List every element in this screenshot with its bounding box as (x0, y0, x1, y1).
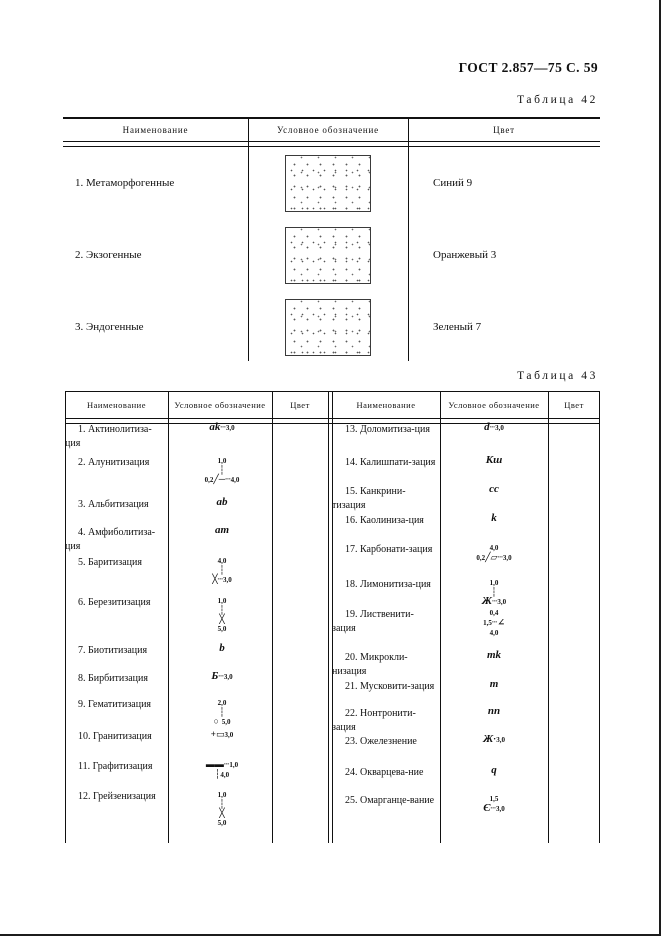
item-symbol: 0,4 1,5┄∠ 4,0 (483, 609, 505, 637)
table-row (65, 422, 332, 455)
item-name: 16. Каолиниза-ция (345, 515, 424, 526)
table42-header-row (63, 119, 600, 141)
item-name: 11. Графитизация (78, 761, 153, 772)
item-name: 2. Алунитизация (78, 457, 150, 468)
item-name: 10. Гранитизация (78, 731, 152, 742)
stipple-pattern-box (285, 299, 371, 356)
table-row (63, 147, 600, 219)
item-name: 13. Доломитиза-ция (345, 424, 430, 435)
color-value: Зеленый 7 (433, 321, 482, 333)
table43-body-right (332, 422, 600, 843)
item-name: 2. Экзогенные (75, 249, 142, 261)
table-row (332, 607, 600, 650)
item-symbol: Кш (485, 454, 503, 466)
item-name: 3. Эндогенные (75, 321, 144, 333)
table-row (65, 759, 332, 789)
item-name: 24. Окварцева-ние (345, 767, 424, 778)
item-name: 5. Баритизация (78, 557, 142, 568)
item-symbol: 1,0 ┆ 0,2╱─┄4,0 (204, 457, 240, 484)
item-symbol: cc (489, 483, 499, 495)
item-name: 17. Карбонати-зация (345, 544, 433, 555)
column-header: Цвет (290, 400, 310, 410)
column-divider (248, 119, 249, 361)
table-row (65, 671, 332, 697)
table42 (63, 117, 600, 361)
item-name: 23. Ожелезнение (345, 736, 417, 747)
table-row (65, 525, 332, 555)
table-row (63, 291, 600, 363)
item-name: 12. Грейзенизация (78, 791, 156, 802)
table43-body (65, 422, 600, 843)
column-header: Цвет (493, 125, 515, 135)
item-name: 4. Амфиболитиза-ция (65, 527, 156, 552)
symbol-cell (248, 227, 408, 284)
item-name: 20. Микрокли-низация (332, 652, 408, 677)
item-symbol: 4,0 0,2╱▱┄3,0 (476, 544, 512, 562)
table43 (65, 391, 600, 843)
item-symbol: m (489, 678, 499, 690)
symbol-cell (248, 299, 408, 356)
item-symbol: +▭3,0 (210, 729, 234, 739)
item-symbol: 1,5 Є┄3,0 (483, 795, 505, 814)
item-symbol: Б┄3,0 (211, 670, 233, 682)
item-name: 7. Биотитизация (78, 645, 148, 656)
table43-body-left (65, 422, 332, 843)
item-symbol: q (491, 764, 497, 776)
color-value: Синий 9 (433, 177, 473, 189)
item-name: 25. Омарганце-вание (345, 795, 435, 806)
table42-caption: Таблица 42 (517, 94, 598, 106)
column-header: Наименование (122, 125, 189, 135)
item-symbol: mk (486, 649, 502, 661)
table-row (65, 789, 332, 837)
item-symbol: ab (216, 496, 228, 508)
item-symbol: Ж·3,0 (483, 733, 505, 745)
item-symbol: am (214, 524, 230, 536)
color-value: Оранжевый 3 (433, 249, 497, 261)
item-symbol: ak┄3,0 (209, 422, 235, 433)
item-name: 3. Альбитизация (78, 499, 149, 510)
column-divider (408, 119, 409, 361)
stipple-pattern-box (285, 227, 371, 284)
item-name: 15. Канкрини-тизация (332, 486, 406, 511)
table-row (65, 595, 332, 643)
table-row (65, 555, 332, 595)
item-name: 18. Лимонитиза-ция (345, 579, 431, 590)
table-row (332, 650, 600, 679)
item-name: 19. Лиственити-зация (332, 609, 414, 634)
item-name: 8. Бирбитизация (78, 673, 148, 684)
table-row (63, 219, 600, 291)
column-header: Наименование (87, 400, 146, 410)
column-header: Условное обозначение (277, 125, 379, 135)
item-name: 1. Метаморфогенные (75, 177, 175, 189)
table-row (332, 484, 600, 513)
table-row (65, 497, 332, 525)
table-row (332, 455, 600, 484)
item-name: 9. Гематитизация (78, 699, 152, 710)
item-symbol: k (491, 512, 497, 524)
item-name: 14. Калишпати-зация (345, 457, 436, 468)
table-row (65, 643, 332, 671)
table-row (332, 765, 600, 793)
item-name: 21. Мусковити-зация (345, 681, 435, 692)
item-symbol: 1,0 ┆ Ж┄3,0 (481, 579, 507, 607)
table-row (65, 729, 332, 759)
item-symbol: b (219, 642, 225, 654)
table-row (332, 706, 600, 734)
column-header: Наименование (356, 400, 416, 410)
table-row (65, 455, 332, 497)
stipple-pattern-box (285, 155, 371, 212)
table-row (332, 679, 600, 706)
table-row (332, 577, 600, 607)
table-row (332, 513, 600, 542)
table43-caption: Таблица 43 (517, 370, 598, 382)
column-header: Цвет (564, 400, 584, 410)
item-name: 6. Березитизация (78, 597, 151, 608)
table-row (332, 422, 600, 455)
item-name: 22. Нонтронити-зация (332, 708, 416, 733)
item-symbol: ▬▬┄1,0 ┆4,0 (205, 759, 239, 779)
item-symbol: 1,0 ┆ ╳ 5,0 (217, 597, 227, 633)
item-symbol: 2,0 ┆ ○ 5,0 (213, 699, 231, 726)
item-symbol: d┄3,0 (484, 422, 504, 433)
item-symbol: nn (487, 705, 501, 717)
table-row (332, 734, 600, 765)
column-header: Условное обозначение (448, 400, 540, 410)
symbol-cell (248, 155, 408, 212)
column-header: Условное обозначение (174, 400, 266, 410)
table-row (65, 697, 332, 729)
doc-reference: ГОСТ 2.857—75 С. 59 (458, 60, 598, 75)
item-symbol: 4,0 ┆ ╳┄3,0 (212, 557, 232, 584)
item-symbol: 1,0 ┆ ╳ 5,0 (217, 791, 227, 827)
table-row (332, 793, 600, 833)
item-name: 1. Актинолитиза-ция (65, 424, 152, 449)
table-row (332, 542, 600, 577)
